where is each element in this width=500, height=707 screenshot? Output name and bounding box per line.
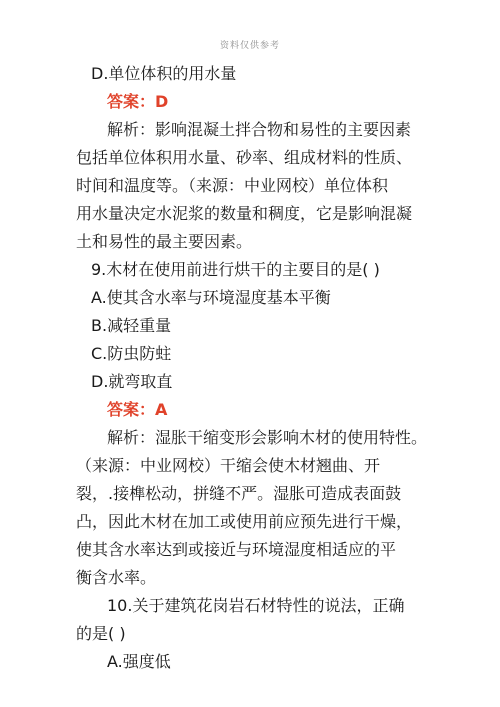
question-10-option-a: A.强度低 — [107, 652, 171, 671]
explanation-1-line-4: 用水量决定水泥浆的数量和稠度，它是影响混凝 — [76, 204, 413, 223]
explanation-2-line-6: 衡含水率。 — [76, 568, 157, 587]
question-9: 9.木材在使用前进行烘干的主要目的是( ) — [91, 260, 380, 279]
page-header-watermark: 资料仅供参考 — [219, 41, 280, 51]
explanation-2-line-3: 裂，.接榫松动，拼缝不严。湿胀可造成表面鼓 — [76, 484, 402, 503]
explanation-2-line-4: 凸，因此木材在加工或使用前应预先进行干燥， — [76, 512, 413, 531]
explanation-2-line-2: （来源：中业网校）干缩会使木材翘曲、开 — [76, 456, 381, 475]
document-body — [76, 60, 436, 676]
question-9-option-a: A.使其含水率与环境湿度基本平衡 — [91, 288, 331, 307]
explanation-1-line-1: 解析：影响混凝土拌合物和易性的主要因素 — [107, 120, 412, 139]
question-9-option-d: D.就弯取直 — [91, 372, 173, 391]
question-10-line-2: 的是( ) — [76, 624, 126, 643]
question-9-option-b: B.减轻重量 — [91, 316, 172, 335]
explanation-1-line-3: 时间和温度等。（来源：中业网校）单位体积 — [76, 176, 389, 195]
explanation-2-line-5: 使其含水率达到或接近与环境湿度相适应的平 — [76, 540, 397, 559]
option-d-previous: D.单位体积的用水量 — [91, 64, 237, 83]
answer-label-2: 答案：A — [107, 400, 168, 419]
answer-label-1: 答案：D — [107, 92, 169, 111]
explanation-1-line-2: 包括单位体积用水量、砂率、组成材料的性质、 — [76, 148, 413, 167]
explanation-1-line-5: 土和易性的最主要因素。 — [76, 232, 253, 251]
question-9-option-c: C.防虫防蛀 — [91, 344, 172, 363]
question-10-line-1: 10.关于建筑花岗岩石材特性的说法，正确 — [107, 596, 405, 615]
explanation-2-line-1: 解析：湿胀干缩变形会影响木材的使用特性。 — [107, 428, 428, 447]
